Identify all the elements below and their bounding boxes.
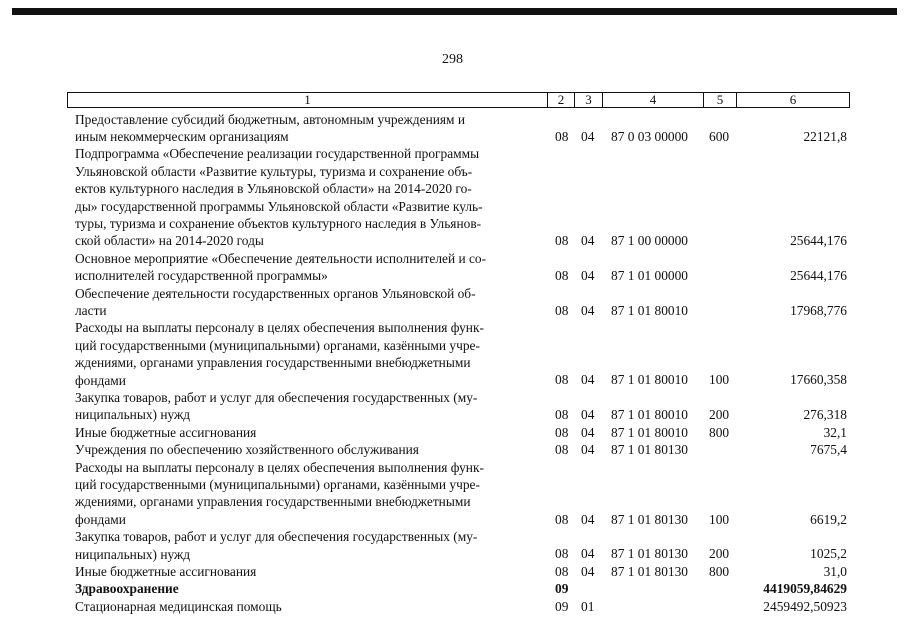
subsection-code: 04 bbox=[581, 128, 595, 144]
row-description-line: Иные бюджетные ассигнования bbox=[75, 424, 257, 440]
expense-type-code: 200 bbox=[709, 546, 730, 562]
row-description bbox=[75, 250, 541, 285]
row-description-line: Закупка товаров, работ и услуг для обеспечения государственных (му- bbox=[75, 529, 478, 545]
table-row bbox=[0, 111, 905, 146]
subsection-code: 04 bbox=[581, 424, 595, 440]
section-code: 08 bbox=[555, 302, 569, 318]
expense-type-code: 600 bbox=[709, 128, 730, 144]
table-row bbox=[0, 598, 905, 615]
row-description-line: Закупка товаров, работ и услуг для обеспечения государственных (му- bbox=[75, 389, 478, 405]
row-description bbox=[75, 459, 541, 529]
amount-value: 25644,176 bbox=[790, 268, 847, 284]
expense-type-code: 800 bbox=[709, 563, 730, 579]
amount-value: 2459492,50923 bbox=[763, 598, 847, 614]
subsection-code: 01 bbox=[581, 598, 595, 614]
row-description bbox=[75, 441, 541, 458]
row-description-line: ектов культурного наследия в Ульяновской области» на 2014-2020 го- bbox=[75, 181, 472, 197]
subsection-code: 04 bbox=[581, 442, 595, 458]
section-code: 09 bbox=[555, 598, 569, 614]
row-description-line: Расходы на выплаты персоналу в целях обеспечения выполнения функ- bbox=[75, 320, 484, 336]
row-description bbox=[75, 580, 541, 597]
section-code: 08 bbox=[555, 424, 569, 440]
target-article-code: 87 1 01 80010 bbox=[611, 424, 688, 440]
row-description bbox=[75, 285, 541, 320]
subsection-code: 04 bbox=[581, 302, 595, 318]
row-description bbox=[75, 528, 541, 563]
row-description bbox=[75, 145, 541, 249]
target-article-code: 87 1 01 80130 bbox=[611, 563, 688, 579]
row-description-line: Основное мероприятие «Обеспечение деятельности исполнителей и со- bbox=[75, 250, 487, 266]
header-cell-5: 5 bbox=[703, 92, 737, 108]
amount-value: 17660,358 bbox=[790, 372, 847, 388]
header-cell-4: 4 bbox=[602, 92, 704, 108]
row-description-line: ниципальных) нужд bbox=[75, 407, 191, 423]
table-row bbox=[0, 424, 905, 441]
row-description bbox=[75, 598, 541, 615]
amount-value: 17968,776 bbox=[790, 302, 847, 318]
table-row bbox=[0, 145, 905, 249]
amount-value: 22121,8 bbox=[803, 128, 847, 144]
amount-value: 7675,4 bbox=[810, 442, 847, 458]
table-row bbox=[0, 441, 905, 458]
header-cell-6: 6 bbox=[736, 92, 850, 108]
row-description-line: Иные бюджетные ассигнования bbox=[75, 563, 257, 579]
table-row bbox=[0, 580, 905, 597]
target-article-code: 87 1 01 00000 bbox=[611, 268, 688, 284]
table-row bbox=[0, 459, 905, 529]
row-description-line: фондами bbox=[75, 372, 126, 388]
table-row bbox=[0, 389, 905, 424]
section-code: 08 bbox=[555, 407, 569, 423]
target-article-code: 87 1 01 80130 bbox=[611, 511, 688, 527]
scan-top-border bbox=[12, 8, 897, 15]
table-row bbox=[0, 528, 905, 563]
row-description-line: Обеспечение деятельности государственных органов Ульяновской об- bbox=[75, 285, 476, 301]
row-description-line: Подпрограмма «Обеспечение реализации государственной программы bbox=[75, 146, 480, 162]
target-article-code: 87 1 01 80130 bbox=[611, 546, 688, 562]
header-cell-3: 3 bbox=[574, 92, 603, 108]
row-description-line: Ульяновской области «Развитие культуры, туризма и сохранение объ- bbox=[75, 163, 473, 179]
page-number: 298 bbox=[442, 52, 463, 67]
row-description-line: ждениями, органами управления государственными внебюджетными bbox=[75, 494, 471, 510]
row-description bbox=[75, 424, 541, 441]
target-article-code: 87 1 01 80130 bbox=[611, 442, 688, 458]
row-description-line: ласти bbox=[75, 302, 107, 318]
target-article-code: 87 1 00 00000 bbox=[611, 233, 688, 249]
section-code: 08 bbox=[555, 128, 569, 144]
expense-type-code: 100 bbox=[709, 511, 730, 527]
section-code: 08 bbox=[555, 511, 569, 527]
section-code: 08 bbox=[555, 268, 569, 284]
subsection-code: 04 bbox=[581, 546, 595, 562]
amount-value: 1025,2 bbox=[810, 546, 847, 562]
row-description-line: ций государственными (муниципальными) органами, казёнными учре- bbox=[75, 337, 480, 353]
amount-value: 6619,2 bbox=[810, 511, 847, 527]
section-code: 08 bbox=[555, 546, 569, 562]
row-description-line: ской области» на 2014-2020 годы bbox=[75, 233, 264, 249]
target-article-code: 87 1 01 80010 bbox=[611, 302, 688, 318]
row-description-line: Предоставление субсидий бюджетным, автономным учреждениям и bbox=[75, 111, 466, 127]
table-row bbox=[0, 319, 905, 389]
row-description-line: Здравоохранение bbox=[75, 581, 179, 597]
row-description bbox=[75, 389, 541, 424]
header-cell-1: 1 bbox=[67, 92, 548, 108]
amount-value: 276,318 bbox=[803, 407, 847, 423]
subsection-code: 04 bbox=[581, 233, 595, 249]
row-description-line: фондами bbox=[75, 511, 126, 527]
header-cell-2: 2 bbox=[547, 92, 575, 108]
subsection-code: 04 bbox=[581, 563, 595, 579]
row-description-line: ждениями, органами управления государственными внебюджетными bbox=[75, 355, 471, 371]
expense-type-code: 800 bbox=[709, 424, 730, 440]
expense-type-code: 200 bbox=[709, 407, 730, 423]
row-description bbox=[75, 563, 541, 580]
row-description bbox=[75, 319, 541, 389]
row-description-line: Учреждения по обеспечению хозяйственного обслуживания bbox=[75, 442, 419, 458]
section-code: 09 bbox=[555, 581, 569, 597]
subsection-code: 04 bbox=[581, 511, 595, 527]
section-code: 08 bbox=[555, 563, 569, 579]
expense-type-code: 100 bbox=[709, 372, 730, 388]
row-description-line: Расходы на выплаты персоналу в целях обеспечения выполнения функ- bbox=[75, 459, 484, 475]
row-description-line: туры, туризма и сохранение объектов культурного наследия в Ульянов- bbox=[75, 215, 482, 231]
row-description-line: ций государственными (муниципальными) органами, казёнными учре- bbox=[75, 476, 480, 492]
target-article-code: 87 1 01 80010 bbox=[611, 407, 688, 423]
amount-value: 4419059,84629 bbox=[763, 581, 847, 597]
table-row bbox=[0, 250, 905, 285]
row-description-line: исполнителей государственной программы» bbox=[75, 268, 328, 284]
target-article-code: 87 1 01 80010 bbox=[611, 372, 688, 388]
table-row bbox=[0, 563, 905, 580]
amount-value: 31,0 bbox=[823, 563, 847, 579]
row-description-line: иным некоммерческим организациям bbox=[75, 128, 289, 144]
amount-value: 32,1 bbox=[823, 424, 847, 440]
amount-value: 25644,176 bbox=[790, 233, 847, 249]
row-description-line: Стационарная медицинская помощь bbox=[75, 598, 282, 614]
subsection-code: 04 bbox=[581, 372, 595, 388]
row-description bbox=[75, 111, 541, 146]
section-code: 08 bbox=[555, 442, 569, 458]
row-description-line: ды» государственной программы Ульяновской области «Развитие куль- bbox=[75, 198, 483, 214]
section-code: 08 bbox=[555, 372, 569, 388]
subsection-code: 04 bbox=[581, 268, 595, 284]
target-article-code: 87 0 03 00000 bbox=[611, 128, 688, 144]
subsection-code: 04 bbox=[581, 407, 595, 423]
table-row bbox=[0, 285, 905, 320]
row-description-line: ниципальных) нужд bbox=[75, 546, 191, 562]
section-code: 08 bbox=[555, 233, 569, 249]
